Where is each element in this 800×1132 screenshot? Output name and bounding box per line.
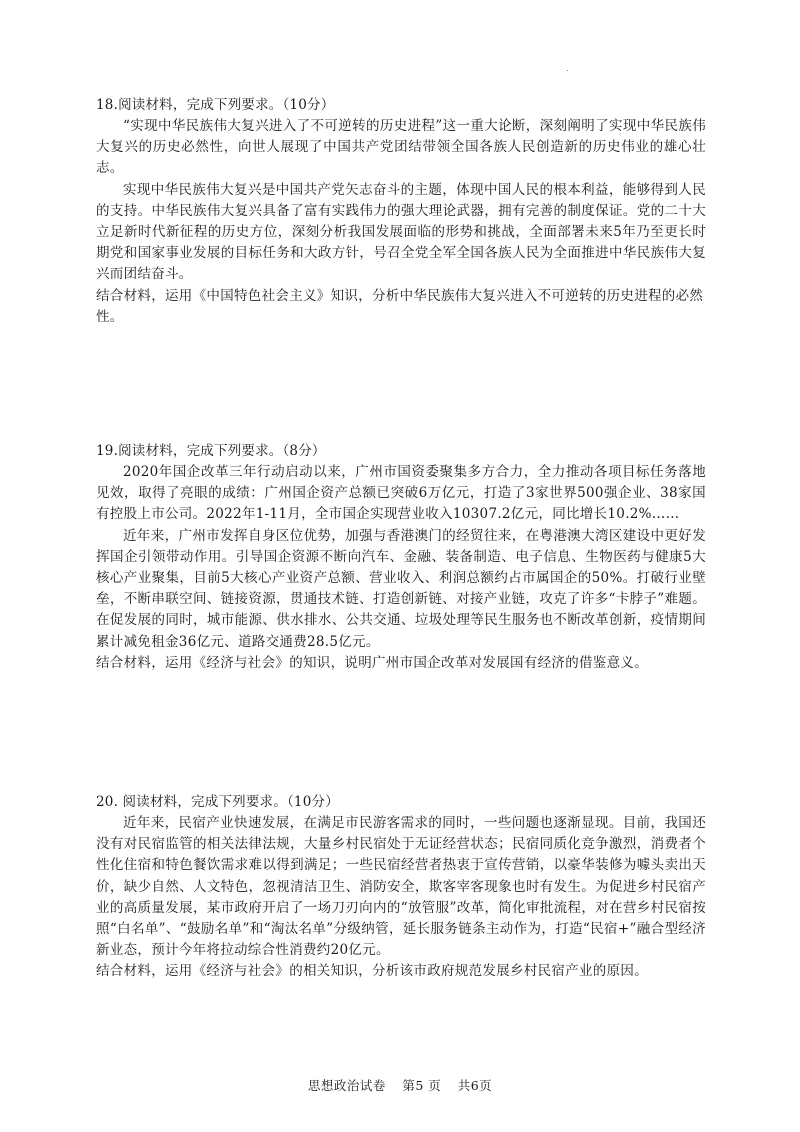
footer-page-number: 第5 页	[402, 1078, 442, 1093]
question-title: 20. 阅读材料，完成下列要求。（10分）	[96, 794, 339, 810]
material-paragraph: 2020年国企改革三年行动启动以来，广州市国资委聚集多方合力，全力推动各项目标任务落地见效，取得了亮眼的成绩：广州国企资产总额已突破6万亿元，打造了3家世界500强企业、38家国有控股上市公司。2022年1-11月，全市国企实现营业收入10307.2亿元，同比增长10.2%……	[96, 464, 706, 523]
question-20	[96, 791, 706, 983]
corner-mark: .	[566, 64, 569, 73]
page-footer	[0, 1076, 800, 1094]
material-paragraph: 近年来，民宿产业快速发展，在满足市民游客需求的同时，一些问题也逐渐显现。目前，我国还没有对民宿监管的相关法律法规，大量乡村民宿处于无证经营状态；民宿同质化竞争激烈，消费者个性化住宿和特色餐饮需求难以得到满足；一些民宿经营者热衷于宣传营销，以豪华装修为噱头卖出天价，缺少自然、人文特色，忽视清洁卫生、消防安全，欺客宰客现象也时有发生。为促进乡村民宿产业的高质量发展，某市政府开启了一场刀刃向内的“放管服”改革，简化审批流程，对在营乡村民宿按照“白名单”、“鼓励名单”和“淘汰名单”分级纳管，延长服务链条主动作为，打造“民宿+”融合型经济新业态，预计今年将拉动综合性消费约20亿元。	[96, 815, 706, 959]
question-19	[96, 440, 706, 674]
question-requirement: 结合材料，运用《中国特色社会主义》知识，分析中华民族伟大复兴进入不可逆转的历史进程的必然性。	[96, 287, 704, 325]
material-paragraph: “实现中华民族伟大复兴进入了不可逆转的历史进程”这一重大论断，深刻阐明了实现中华民族伟大复兴的历史必然性，向世人展现了中国共产党团结带领全国各族人民创造新的历史伟业的雄心壮志。	[96, 118, 706, 177]
question-requirement: 结合材料，运用《经济与社会》的相关知识，分析该市政府规范发展乡村民宿产业的原因。	[96, 963, 648, 980]
footer-subject: 思想政治试卷	[307, 1078, 386, 1093]
question-18	[96, 94, 706, 328]
question-title: 19.阅读材料，完成下列要求。（8分）	[96, 443, 326, 459]
footer-total-pages: 共6页	[457, 1078, 493, 1093]
material-paragraph: 实现中华民族伟大复兴是中国共产党矢志奋斗的主题，体现中国人民的根本利益，能够得到人民的支持。中华民族伟大复兴具备了富有实践伟力的强大理论武器，拥有完善的制度保证。党的二十大立足新时代新征程的历史方位，深刻分析我国发展面临的形势和挑战，全面部署未来5年乃至更长时期党和国家事业发展的目标任务和大政方针，号召全党全军全国各族人民为全面推进中华民族伟大复兴而团结奋斗。	[96, 181, 706, 283]
question-requirement: 结合材料，运用《经济与社会》的知识，说明广州市国企改革对发展国有经济的借鉴意义。	[96, 654, 648, 671]
material-paragraph: 近年来，广州市发挥自身区位优势，加强与香港澳门的经贸往来，在粤港澳大湾区建设中更好发挥国企引领带动作用。引导国企资源不断向汽车、金融、装备制造、电子信息、生物医药与健康5大核心产业聚集，目前5大核心产业资产总额、营业收入、利润总额约占市属国企的50%。打破行业壁垒，不断串联空间、链接资源，贯通技术链、打造创新链、对接产业链，攻克了许多“卡脖子”难题。在促发展的同时，城市能源、供水排水、公共交通、垃圾处理等民生服务也不断改革创新，疫情期间累计减免租金36亿元、道路交通费28.5亿元。	[96, 527, 706, 650]
question-title: 18.阅读材料，完成下列要求。（10分）	[96, 97, 335, 113]
